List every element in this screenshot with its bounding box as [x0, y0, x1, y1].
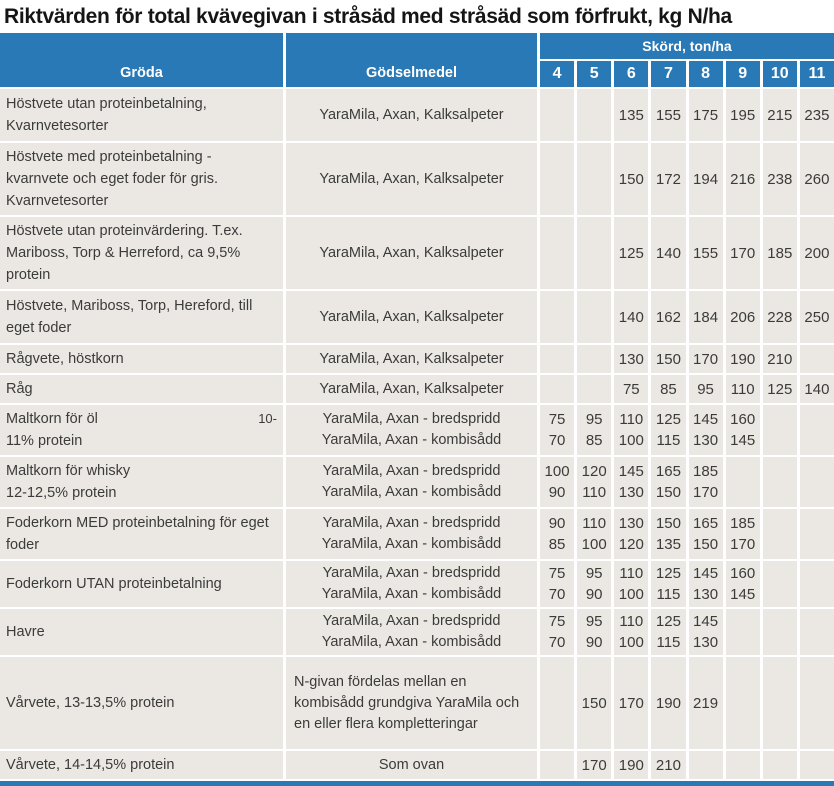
value: 145 — [693, 411, 719, 428]
fertilizer-line: YaraMila, Axan - bredspridd — [322, 463, 501, 479]
value-cell — [651, 457, 685, 507]
fertilizer-line: YaraMila, Axan, Kalksalpeter — [319, 308, 504, 325]
value-cell — [726, 509, 760, 559]
value: 110 — [619, 411, 644, 428]
table-row — [0, 457, 834, 507]
table-row — [0, 405, 834, 455]
table-row — [0, 291, 834, 343]
value-cell — [577, 345, 611, 373]
value: 170 — [693, 484, 719, 501]
fertilizer-line: YaraMila, Axan - kombisådd — [321, 634, 502, 650]
crop-cell: Höstvete utan proteinvärdering. T.ex. Mariboss, Torp & Herreford, ca 9,5% protein — [0, 217, 283, 289]
value-cell — [800, 89, 834, 141]
value: 125 — [767, 380, 793, 398]
value-cell — [763, 345, 797, 373]
yield-col-header-10: 10 — [763, 61, 797, 87]
value: 210 — [655, 756, 681, 774]
value-cell — [614, 143, 648, 215]
value-cell — [763, 89, 797, 141]
value: 135 — [655, 536, 681, 553]
value-cell — [689, 375, 723, 403]
value: 125 — [655, 565, 681, 582]
value: 150 — [618, 170, 644, 188]
value-cell — [577, 457, 611, 507]
value: 100 — [618, 586, 644, 603]
value-cell — [577, 375, 611, 403]
value-cell — [577, 561, 611, 607]
value: 125 — [655, 411, 681, 428]
value-cell — [614, 609, 648, 655]
value-cell — [540, 509, 574, 559]
value-cell — [800, 561, 834, 607]
value: 75 — [548, 411, 566, 428]
value: 206 — [730, 308, 756, 326]
value-cell — [763, 375, 797, 403]
table-row — [0, 89, 834, 141]
fertilizer-line: YaraMila, Axan - bredspridd — [322, 613, 501, 629]
value: 70 — [548, 432, 566, 449]
value-cell — [614, 217, 648, 289]
value: 150 — [655, 484, 681, 501]
page — [0, 5, 834, 786]
value: 100 — [581, 536, 607, 553]
value-cell — [689, 509, 723, 559]
value-cell — [689, 457, 723, 507]
value: 145 — [693, 565, 719, 582]
value-cell — [651, 217, 685, 289]
value: 75 — [548, 565, 566, 582]
value-cell — [726, 345, 760, 373]
value-cell — [540, 345, 574, 373]
value-cell — [577, 143, 611, 215]
fertilizer-cell — [286, 291, 537, 343]
value-cell — [800, 609, 834, 655]
value-cell — [540, 291, 574, 343]
value: 85 — [585, 432, 603, 449]
fertilizer-line: YaraMila, Axan - kombisådd — [321, 432, 502, 448]
fertilizer-line: YaraMila, Axan, Kalksalpeter — [319, 106, 504, 123]
yield-col-header-4: 4 — [540, 61, 574, 87]
value-cell — [689, 291, 723, 343]
crop-cell: Råg — [0, 375, 283, 403]
value: 110 — [730, 380, 755, 398]
yield-col-header-8: 8 — [689, 61, 723, 87]
value-cell — [763, 143, 797, 215]
table-row — [0, 561, 834, 607]
value: 95 — [697, 380, 714, 398]
value: 216 — [730, 170, 756, 188]
value-cell — [614, 345, 648, 373]
fertilizer-line: N-givan fördelas mellan en kombisådd grundgiva YaraMila och en eller flera kompletteringar — [294, 673, 520, 732]
value-cell — [614, 509, 648, 559]
fertilizer-cell — [286, 457, 537, 507]
fertilizer-cell — [286, 143, 537, 215]
value: 145 — [618, 463, 644, 480]
value-cell — [614, 657, 648, 749]
table-row — [0, 609, 834, 655]
yield-col-header-7: 7 — [651, 61, 685, 87]
value-cell — [577, 217, 611, 289]
value-cell — [726, 457, 760, 507]
value-cell — [800, 345, 834, 373]
crop-cell: Höstvete, Mariboss, Torp, Hereford, till eget foder — [0, 291, 283, 343]
value-cell — [651, 143, 685, 215]
value: 90 — [548, 484, 566, 501]
value-cell — [726, 375, 760, 403]
crop-cell: Rågvete, höstkorn — [0, 345, 283, 373]
value: 238 — [767, 170, 793, 188]
value-cell — [651, 405, 685, 455]
table-row — [0, 345, 834, 373]
value: 85 — [660, 380, 677, 398]
fertilizer-cell — [286, 657, 537, 749]
value: 162 — [655, 308, 681, 326]
value-cell — [614, 89, 648, 141]
table-row — [0, 657, 834, 749]
value-cell — [800, 657, 834, 749]
value: 75 — [548, 613, 566, 630]
value: 75 — [622, 380, 640, 398]
value: 194 — [693, 170, 719, 188]
value: 235 — [804, 106, 830, 124]
value: 130 — [618, 350, 644, 368]
value-cell — [726, 89, 760, 141]
value-cell — [800, 405, 834, 455]
fertilizer-recommendation-table — [0, 31, 834, 781]
value: 130 — [693, 586, 719, 603]
value: 184 — [693, 308, 719, 326]
value: 150 — [693, 536, 719, 553]
value-cell — [726, 609, 760, 655]
value-cell — [651, 751, 685, 779]
value: 115 — [656, 432, 681, 449]
value-cell — [726, 217, 760, 289]
value: 110 — [619, 613, 644, 630]
value-cell — [689, 405, 723, 455]
value: 165 — [693, 515, 719, 532]
value: 228 — [767, 308, 793, 326]
value: 115 — [656, 586, 681, 603]
value-cell — [540, 217, 574, 289]
value-cell — [763, 457, 797, 507]
value: 70 — [548, 586, 566, 603]
value: 190 — [730, 350, 756, 368]
value-cell — [540, 89, 574, 141]
fertilizer-line: YaraMila, Axan - bredspridd — [322, 411, 501, 427]
value: 135 — [618, 106, 644, 124]
yield-col-header-6: 6 — [614, 61, 648, 87]
value: 95 — [585, 613, 603, 630]
value-cell — [540, 609, 574, 655]
fertilizer-line: YaraMila, Axan - bredspridd — [322, 515, 501, 531]
value: 100 — [618, 634, 644, 651]
value: 195 — [730, 106, 756, 124]
value: 150 — [655, 350, 681, 368]
value: 90 — [548, 515, 566, 532]
value: 130 — [618, 515, 644, 532]
page-title: Riktvärden för total kvävegivan i stråsäd med stråsäd som förfrukt, kg N/ha — [4, 5, 732, 28]
value-cell — [800, 509, 834, 559]
value-cell — [614, 375, 648, 403]
fertilizer-cell — [286, 405, 537, 455]
value: 110 — [582, 515, 607, 532]
value: 125 — [618, 244, 644, 262]
value-cell — [800, 217, 834, 289]
fertilizer-line: YaraMila, Axan, Kalksalpeter — [319, 170, 504, 187]
value-cell — [763, 509, 797, 559]
value: 160 — [730, 565, 756, 582]
value: 150 — [581, 694, 607, 712]
fertilizer-cell — [286, 375, 537, 403]
value: 150 — [655, 515, 681, 532]
value: 215 — [767, 106, 793, 124]
value: 155 — [693, 244, 719, 262]
value: 120 — [581, 463, 607, 480]
header-row-group — [0, 33, 834, 59]
fertilizer-cell — [286, 345, 537, 373]
value-cell — [763, 217, 797, 289]
column-header-godselmedel: Gödselmedel — [286, 33, 537, 87]
value-cell — [689, 143, 723, 215]
value: 85 — [548, 536, 566, 553]
fertilizer-cell — [286, 751, 537, 779]
value: 172 — [655, 170, 681, 188]
value: 165 — [655, 463, 681, 480]
value: 90 — [585, 634, 603, 651]
fertilizer-line: YaraMila, Axan, Kalksalpeter — [319, 380, 504, 397]
value: 160 — [730, 411, 756, 428]
value-cell — [651, 509, 685, 559]
yield-col-header-9: 9 — [726, 61, 760, 87]
value-cell — [651, 291, 685, 343]
crop-cell: Höstvete med proteinbetalning - kvarnvete och eget foder för gris. Kvarnvetesorter — [0, 143, 283, 215]
value: 260 — [804, 170, 830, 188]
crop-cell: Vårvete, 14-14,5% protein — [0, 751, 283, 779]
fertilizer-cell — [286, 217, 537, 289]
crop-cell: Höstvete utan proteinbetalning, Kvarnvetesorter — [0, 89, 283, 141]
value-cell — [577, 751, 611, 779]
value-cell — [763, 609, 797, 655]
value: 170 — [730, 536, 756, 553]
crop-cell: Vårvete, 13-13,5% protein — [0, 657, 283, 749]
value-cell — [540, 561, 574, 607]
fertilizer-line: Som ovan — [378, 756, 445, 773]
value-cell — [726, 143, 760, 215]
fertilizer-line: YaraMila, Axan, Kalksalpeter — [319, 350, 504, 367]
fertilizer-line: YaraMila, Axan - kombisådd — [321, 586, 502, 602]
value: 190 — [618, 756, 644, 774]
value: 175 — [693, 106, 719, 124]
value-cell — [577, 405, 611, 455]
value: 130 — [618, 484, 644, 501]
column-header-skord-group: Skörd, ton/ha — [540, 33, 834, 59]
table-row — [0, 217, 834, 289]
value-cell — [689, 609, 723, 655]
value-cell — [577, 657, 611, 749]
value: 95 — [585, 565, 603, 582]
value: 140 — [804, 380, 830, 398]
value-cell — [689, 89, 723, 141]
crop-cell — [0, 405, 283, 455]
value-cell — [614, 561, 648, 607]
crop-line: Maltkorn för öl 10- — [6, 411, 277, 427]
value: 100 — [618, 432, 644, 449]
value: 145 — [730, 586, 756, 603]
value: 170 — [581, 756, 607, 774]
value-cell — [614, 457, 648, 507]
value-cell — [540, 751, 574, 779]
value: 140 — [655, 244, 681, 262]
table-row — [0, 509, 834, 559]
value-cell — [800, 143, 834, 215]
value-cell — [651, 609, 685, 655]
value-cell — [651, 375, 685, 403]
value: 145 — [693, 613, 719, 630]
value: 120 — [618, 536, 644, 553]
value-cell — [614, 291, 648, 343]
table-row — [0, 751, 834, 779]
value: 130 — [693, 432, 719, 449]
value: 200 — [804, 244, 830, 262]
crop-cell: Havre — [0, 609, 283, 655]
fertilizer-line: YaraMila, Axan - kombisådd — [321, 536, 502, 552]
table-row — [0, 375, 834, 403]
yield-col-header-11: 11 — [800, 61, 834, 87]
crop-line: Maltkorn för whisky — [6, 463, 131, 479]
value-cell — [726, 751, 760, 779]
value-cell — [540, 143, 574, 215]
value-cell — [763, 405, 797, 455]
value: 185 — [767, 244, 793, 262]
value-cell — [800, 291, 834, 343]
value-cell — [726, 291, 760, 343]
value-cell — [689, 751, 723, 779]
crop-cell — [0, 457, 283, 507]
value-cell — [689, 561, 723, 607]
value-cell — [577, 509, 611, 559]
value: 70 — [548, 634, 566, 651]
column-header-groda: Gröda — [0, 33, 283, 87]
fertilizer-cell — [286, 561, 537, 607]
yield-col-header-5: 5 — [577, 61, 611, 87]
value-cell — [800, 751, 834, 779]
value-cell — [577, 89, 611, 141]
value: 219 — [693, 694, 719, 712]
value: 115 — [656, 634, 681, 651]
crop-line: 12-12,5% protein — [6, 485, 117, 501]
crop-cell: Foderkorn UTAN proteinbetalning — [0, 561, 283, 607]
value-cell — [763, 291, 797, 343]
value: 170 — [693, 350, 719, 368]
fertilizer-cell — [286, 509, 537, 559]
value-cell — [689, 657, 723, 749]
value-cell — [614, 405, 648, 455]
fertilizer-line: YaraMila, Axan, Kalksalpeter — [319, 244, 504, 261]
value-cell — [726, 657, 760, 749]
value-cell — [577, 291, 611, 343]
fertilizer-line: YaraMila, Axan - bredspridd — [322, 565, 501, 581]
bottom-bar — [0, 781, 834, 786]
value-cell — [651, 89, 685, 141]
fertilizer-cell — [286, 609, 537, 655]
value-cell — [763, 751, 797, 779]
value: 190 — [655, 694, 681, 712]
value: 170 — [730, 244, 756, 262]
value-cell — [763, 657, 797, 749]
fertilizer-line: YaraMila, Axan - kombisådd — [321, 484, 502, 500]
value-cell — [614, 751, 648, 779]
value-cell — [651, 561, 685, 607]
value: 110 — [582, 484, 607, 501]
value-cell — [800, 375, 834, 403]
value-cell — [540, 405, 574, 455]
value: 125 — [655, 613, 681, 630]
value: 185 — [693, 463, 719, 480]
value-cell — [651, 345, 685, 373]
crop-line: 11% protein — [6, 433, 83, 449]
value-cell — [726, 561, 760, 607]
value: 155 — [655, 106, 681, 124]
value-cell — [689, 217, 723, 289]
crop-cell: Foderkorn MED proteinbetalning för eget foder — [0, 509, 283, 559]
value: 140 — [618, 308, 644, 326]
value: 250 — [804, 308, 830, 326]
table-row — [0, 143, 834, 215]
value: 130 — [693, 634, 719, 651]
value-cell — [689, 345, 723, 373]
value: 145 — [730, 432, 756, 449]
value: 170 — [618, 694, 644, 712]
value-cell — [540, 657, 574, 749]
fertilizer-cell — [286, 89, 537, 141]
value: 110 — [619, 565, 644, 582]
value: 90 — [585, 586, 603, 603]
value-cell — [540, 375, 574, 403]
value-cell — [651, 657, 685, 749]
value: 95 — [585, 411, 603, 428]
value: 210 — [767, 350, 793, 368]
value: 185 — [730, 515, 756, 532]
value-cell — [540, 457, 574, 507]
value-cell — [800, 457, 834, 507]
value-cell — [726, 405, 760, 455]
value: 100 — [544, 463, 570, 480]
value-cell — [577, 609, 611, 655]
value-cell — [763, 561, 797, 607]
